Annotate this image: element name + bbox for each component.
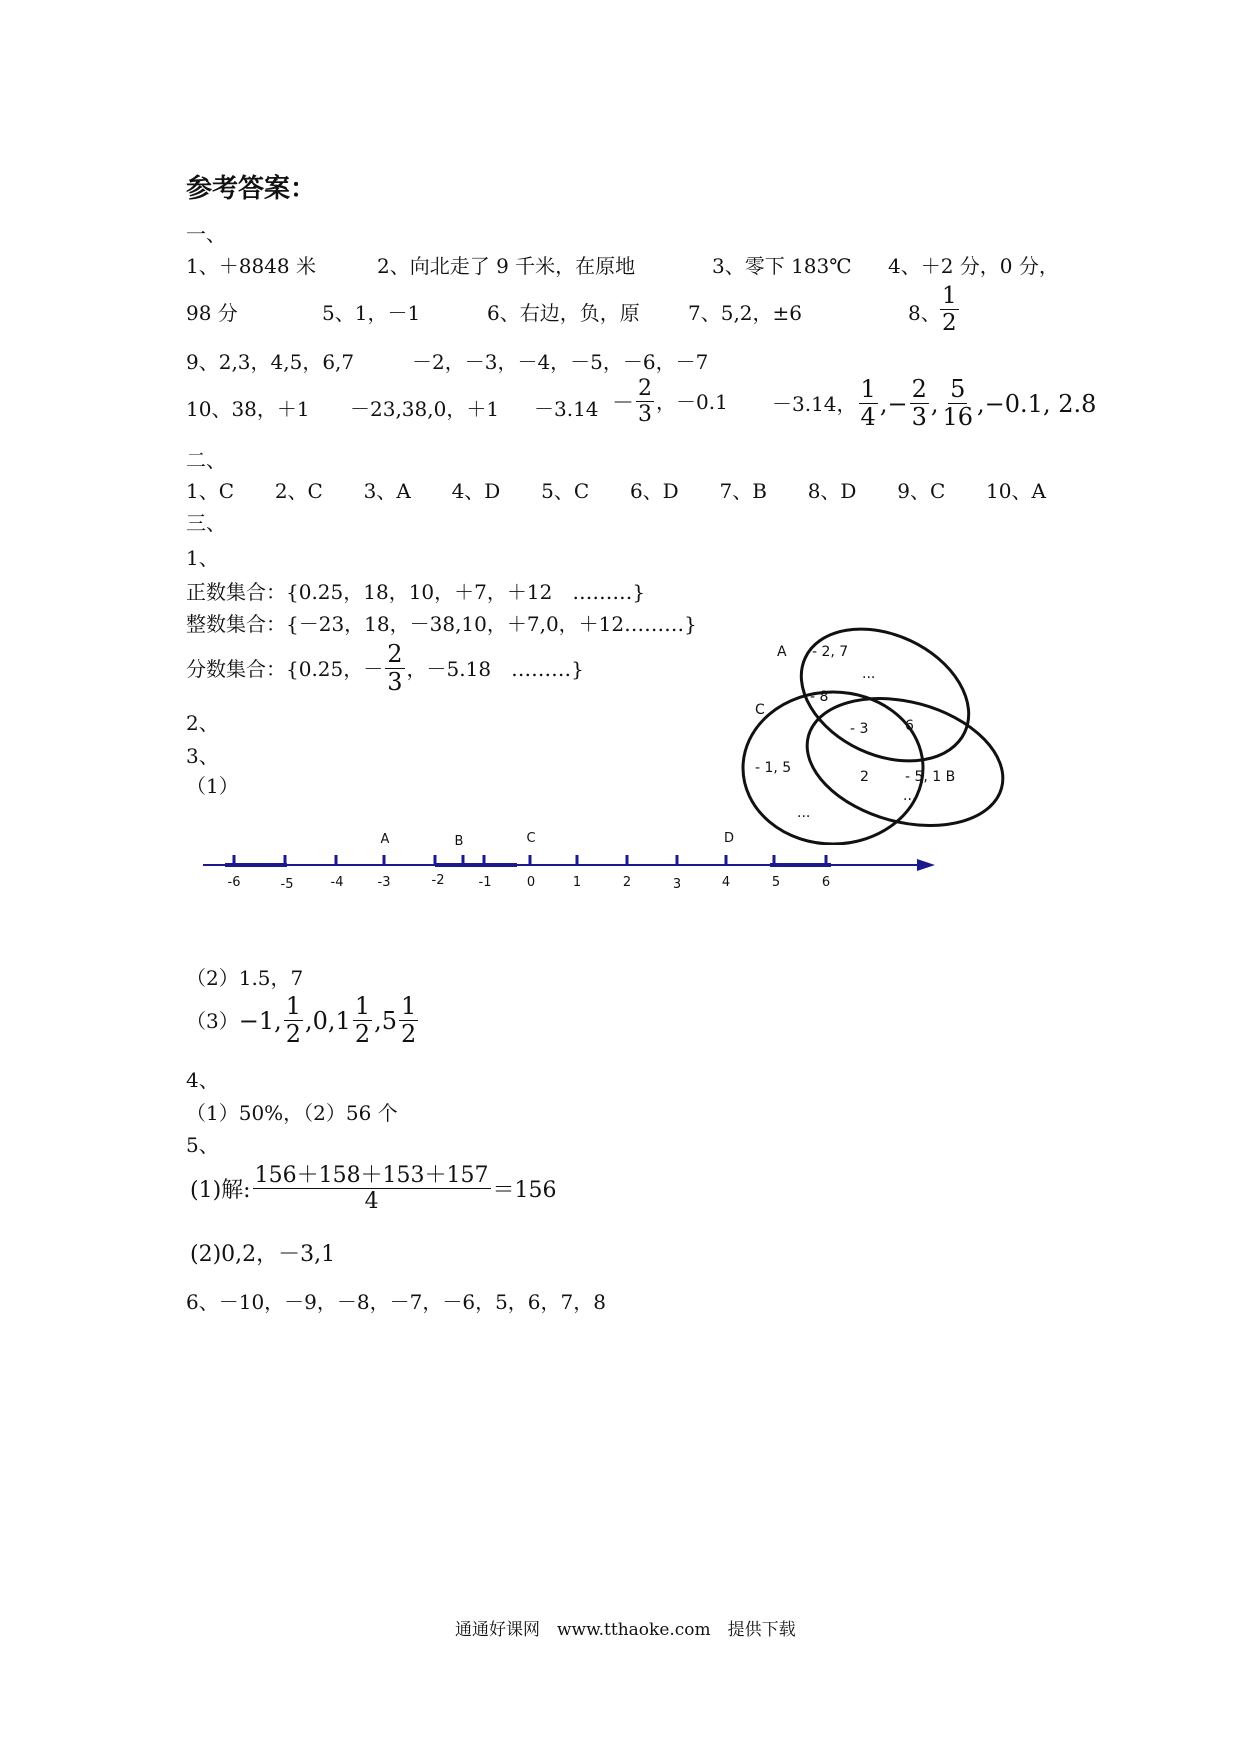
q5-p1-lead: (1)解: [190,1178,251,1204]
s2-answer: 2、C [274,479,323,503]
p3-text-a: −1, [238,1006,282,1035]
s1-10d-lead: －3.14， [772,391,857,416]
tick-label: 4 [721,875,731,890]
s2-answer: 6、D [629,479,679,503]
s1-answer-1: 1、＋8848 米 [186,254,316,278]
fraction-set [186,642,584,695]
venn-abc-values: - 3 [850,721,869,737]
s1-10c-frac-den: 3 [638,402,653,428]
venn-c-values: - 1, 5 [755,760,792,776]
fraction-set-tail: ，－5.18 ………} [406,656,584,681]
section-3-heading: 三、 [186,511,226,535]
p3-text-c: ,5 [374,1006,398,1035]
s2-answer: 7、B [719,479,767,503]
s3-q4-answer: （1）50%，（2）56 个 [186,1101,398,1125]
section-2-heading: 二、 [186,448,226,472]
tick-label: -1 [478,875,492,890]
p3-f3-num: 1 [401,992,417,1020]
s1-10d-tail: ,−0.1, 2.8 [977,389,1097,418]
s3-q5-part1 [190,1164,557,1213]
tick-label: 6 [821,875,831,890]
s1-answer-2: 2、向北走了 9 千米，在原地 [377,254,636,278]
venn-b-values: - 5, 1 B [905,769,956,785]
s2-answer: 3、A [363,479,411,503]
s1-10d-f2-den: 3 [911,403,927,432]
point-label-b: B [454,834,464,849]
s1-answer-10d [772,377,1096,430]
p3-f2-den: 2 [354,1020,371,1049]
s1-answer-10c: －3.14 [534,397,599,421]
s1-10c-frac-num: 2 [638,376,653,401]
s3-q3-part1: （1） [186,774,239,798]
s1-10d-sep2: , [930,389,939,418]
q5-p1-num: 156＋158＋153＋157 [254,1163,489,1188]
q5-p1-tail: ＝156 [492,1178,557,1204]
p3-f1-den: 2 [285,1020,302,1049]
p3-text-b: ,0,1 [305,1006,351,1035]
s1-answer-5: 5、1，－1 [322,301,421,325]
s3-q3-part3-lead: （3） [186,1008,239,1033]
tick-label: -3 [377,875,391,890]
tick-label: -4 [330,875,344,890]
s2-answer: 9、C [897,479,946,503]
s3-q2: 2、 [186,711,219,735]
s1-answer-4-cont: 98 分 [186,301,238,325]
integer-set: 整数集合：{－23，18，－38,10，＋7,0，＋12………} [186,612,697,636]
s1-10d-f3-den: 16 [942,403,974,432]
tick-label: 1 [572,875,582,890]
q8-fraction [938,284,961,335]
point-label-c: C [526,831,536,846]
number-line-arrow [917,859,935,871]
s1-answer-8: 8、 [908,301,941,325]
number-line [195,825,935,895]
tick-label: 0 [526,875,536,890]
venn-a-ellipsis: ... [862,666,876,682]
s3-q3-part3 [186,994,420,1047]
venn-bc-values: 2 [860,769,869,785]
venn-c-ellipsis: ... [797,805,811,821]
s3-q6: 6、－10，－9，－8，－7，－6，5，6，7，8 [186,1290,606,1314]
positive-set: 正数集合：{0.25，18，10，＋7，＋12 ………} [186,580,646,604]
s2-answer: 4、D [451,479,501,503]
s2-answer-row [186,479,1046,503]
s1-answer-10c-frac [612,377,728,426]
p3-f2-num: 1 [354,992,371,1020]
s1-10c-tail: ，－0.1 [656,389,728,414]
s1-10d-f3-num: 5 [950,375,966,403]
p3-f3-den: 2 [401,1020,417,1049]
s2-answer: 5、C [541,479,590,503]
fraction-set-num: 2 [387,640,403,668]
s1-10d-f1-num: 1 [860,375,876,403]
s2-answer: 8、D [807,479,857,503]
section-1-heading: 一、 [186,222,226,246]
point-label-a: A [380,832,390,847]
s1-answer-10a: 10、38，＋1 [186,397,310,421]
tick-label: -5 [280,877,294,892]
q8-frac-num: 1 [942,283,957,309]
s3-q3-part2: （2）1.5，7 [186,966,304,990]
venn-label-a: A [777,644,787,660]
tick-label: 3 [672,877,682,892]
s1-10d-sep1: ,− [879,389,908,418]
venn-diagram [715,600,1005,845]
s3-q4: 4、 [186,1068,219,1092]
s1-answer-9b: －2，－3，－4，－5，－6，－7 [412,350,709,374]
s3-q3: 3、 [186,744,219,768]
venn-b-ellipsis: ... [903,788,917,804]
venn-a-values: - 2, 7 [812,644,849,660]
s3-q5-part2: (2)0,2，－3,1 [190,1242,336,1267]
s1-answer-10b: －23,38,0，＋1 [350,397,500,421]
venn-ac-values: - 8 [810,689,829,705]
s1-10c-sign: － [612,391,635,417]
s2-answer: 10、A [986,479,1046,503]
s1-answer-3: 3、零下 183℃ [712,254,852,278]
venn-label-c: C [755,702,765,718]
tick-label: 2 [622,875,632,890]
tick-label: -2 [431,873,445,888]
footer-credit: 通通好课网 www.tthaoke.com 提供下载 [455,1620,796,1640]
s1-answer-6: 6、右边，负，原 [487,301,640,325]
venn-ab-values: 6 [905,718,914,734]
p3-f1-num: 1 [285,992,302,1020]
tick-label: 5 [771,875,781,890]
s1-10d-f2-num: 2 [911,375,927,403]
s1-answer-7: 7、5,2，±6 [688,301,803,325]
s1-answer-9a: 9、2,3，4,5，6,7 [186,350,355,374]
s1-10d-f1-den: 4 [860,403,876,432]
tick-label: -6 [227,875,241,890]
point-label-d: D [723,831,735,846]
q5-p1-den: 4 [364,1189,379,1215]
s3-q1: 1、 [186,546,219,570]
fraction-set-den: 3 [387,668,403,697]
s2-answer: 1、C [186,479,235,503]
s1-answer-4: 4、＋2 分，0 分， [888,254,1059,278]
fraction-set-lead: 分数集合：{0.25，－ [186,656,384,681]
q8-frac-den: 2 [942,310,957,337]
page-title: 参考答案： [186,174,317,204]
s3-q5: 5、 [186,1133,219,1157]
